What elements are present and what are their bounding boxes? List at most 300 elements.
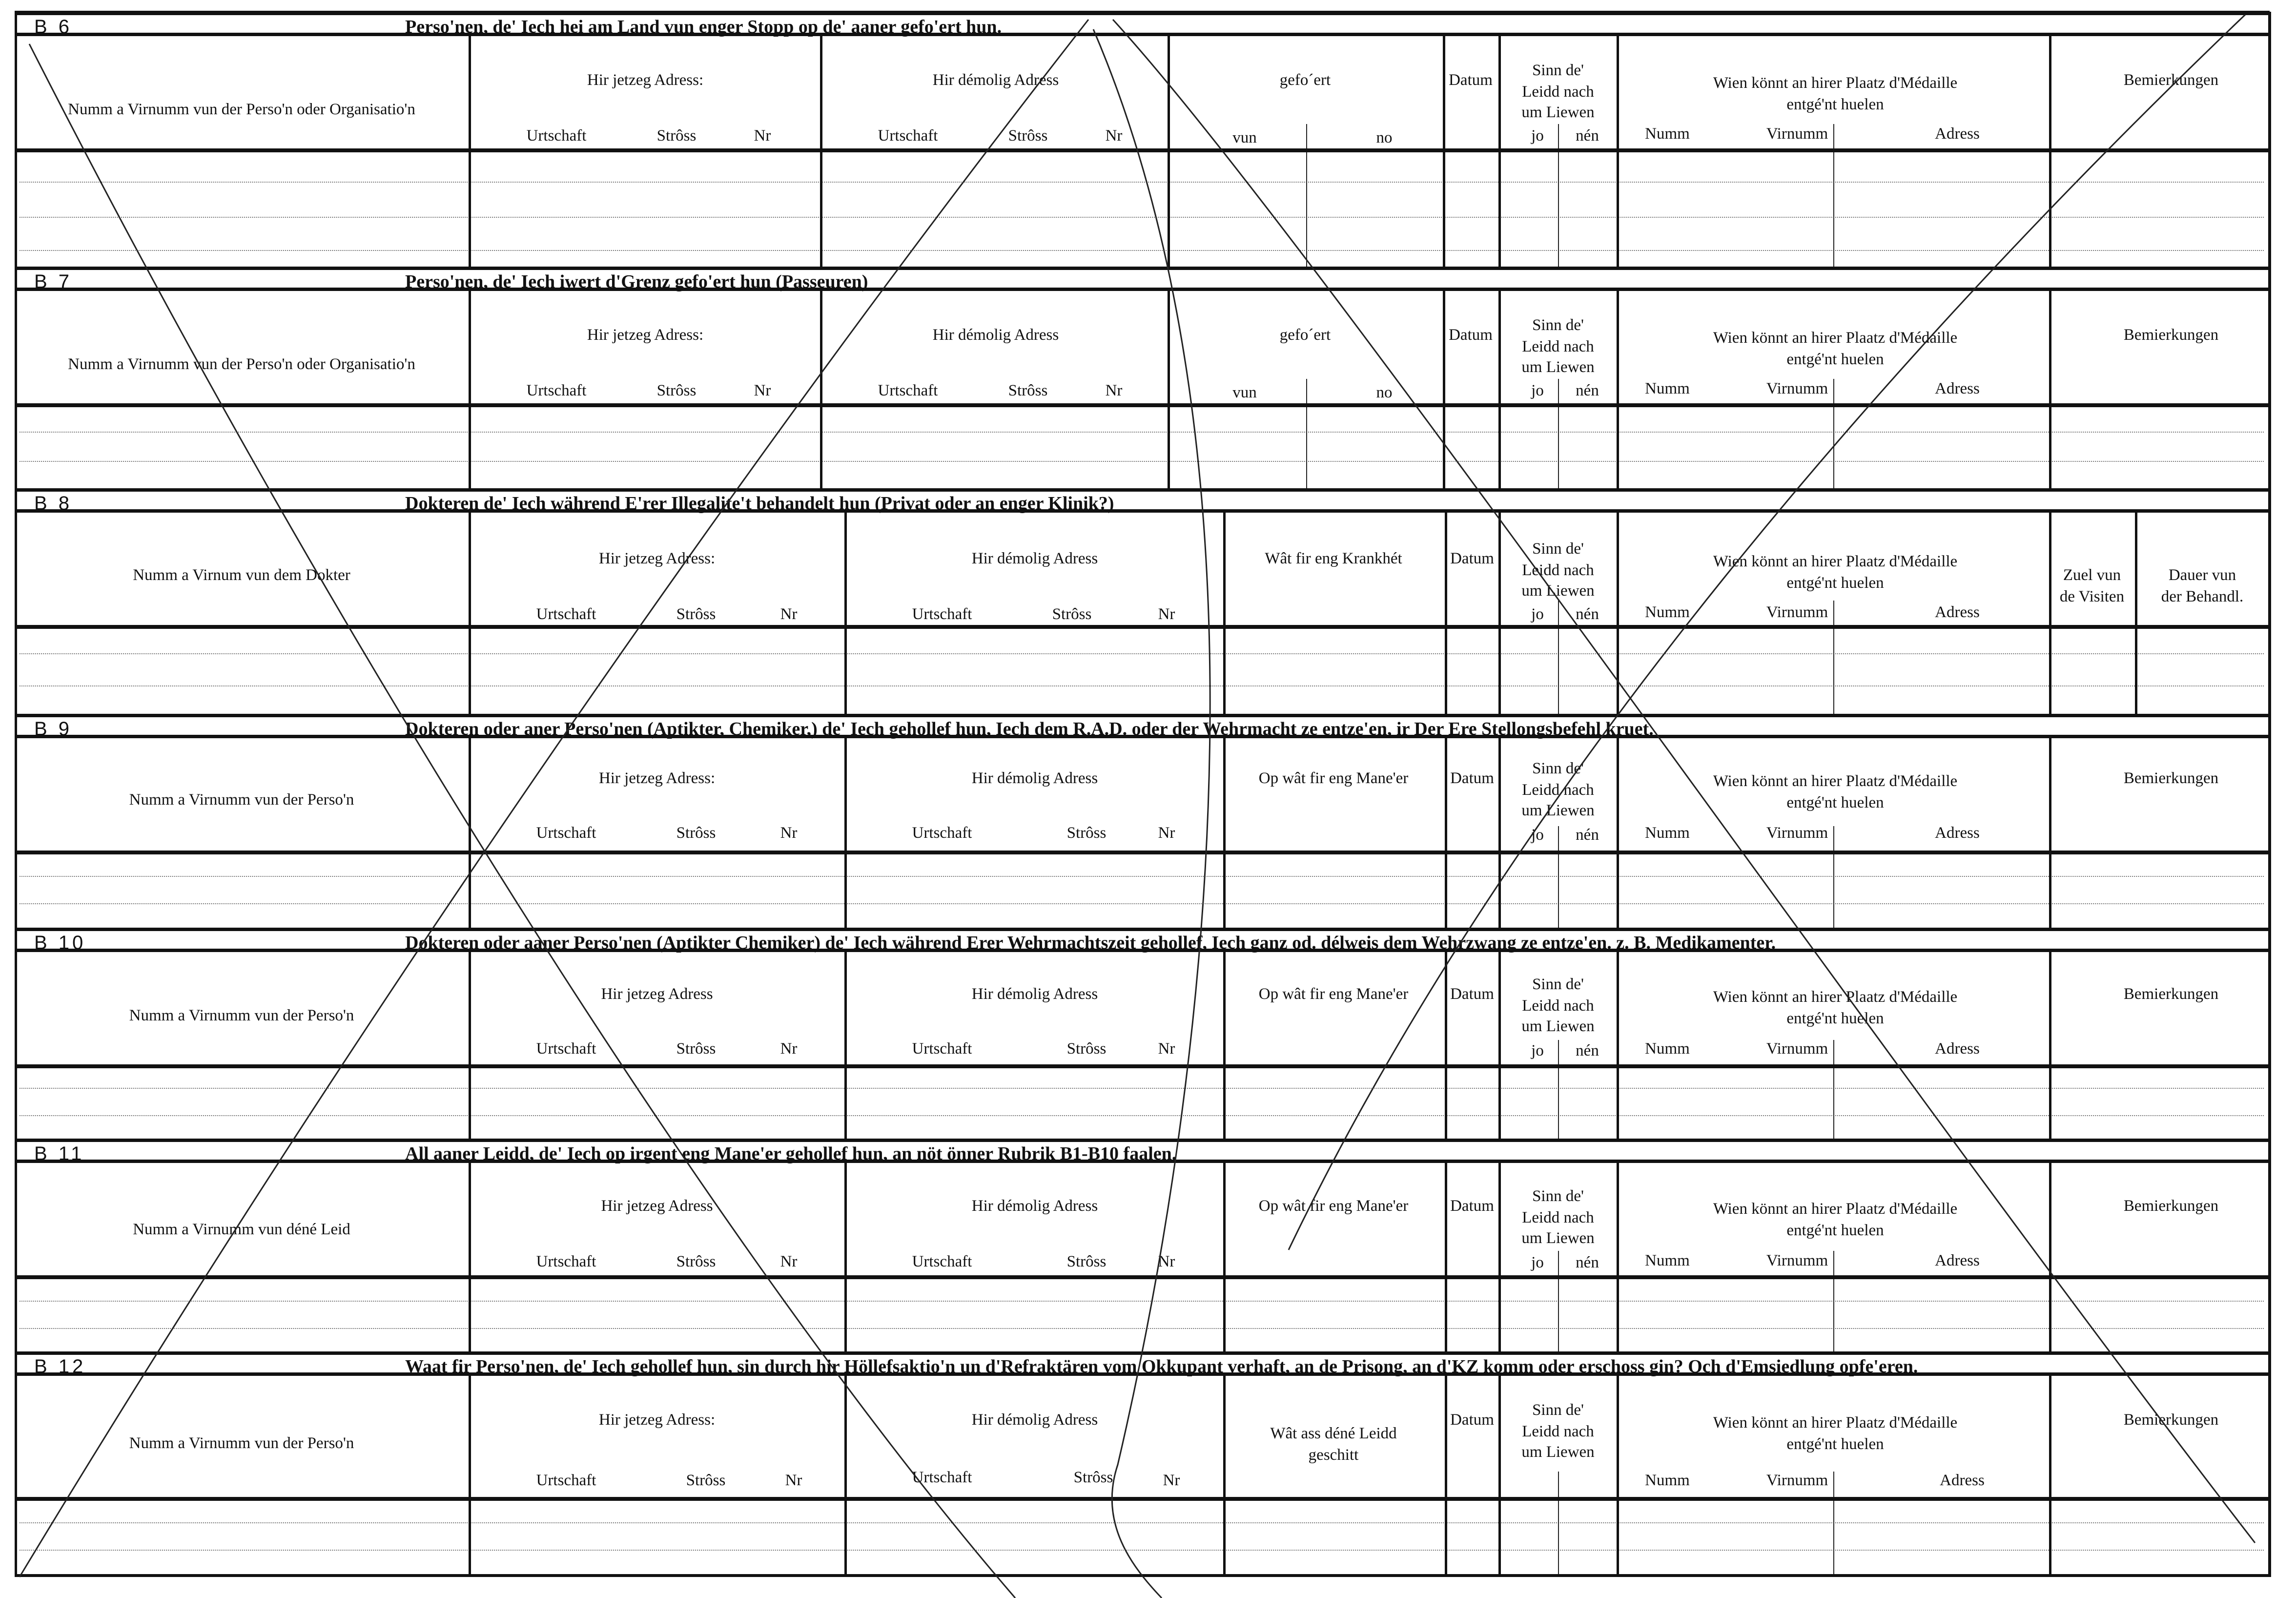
number-label: Nr <box>780 605 798 623</box>
current-address-label: Hir jetzeg Adress <box>601 1197 713 1215</box>
happened-label-line1: Wât ass déné Leidd <box>1270 1425 1397 1442</box>
locality-label: Urtschaft <box>526 127 587 145</box>
column-divider <box>1558 1251 1559 1275</box>
sinn-label-line3: um Liewen <box>1521 1017 1595 1035</box>
column-divider <box>1445 1279 1447 1351</box>
remarks-label: Bemierkungen <box>2123 1411 2219 1429</box>
section-b6 <box>15 12 2269 267</box>
address-label: Adress <box>1935 1252 1980 1269</box>
section-code: B 6 <box>34 16 73 38</box>
column-divider <box>1558 379 1559 403</box>
no-label: nén <box>1576 382 1599 399</box>
column-divider <box>1833 1501 1834 1574</box>
column-divider <box>2049 952 2051 1064</box>
former-address-label: Hir démolig Adress <box>971 769 1098 787</box>
dotted-writing-line <box>20 1328 2264 1329</box>
current-address-label: Hir jetzeg Adress <box>601 985 713 1003</box>
entry-row[interactable] <box>15 1279 2269 1351</box>
column-divider <box>469 629 471 714</box>
name-column-label: Numm a Virnumm vun der Perso'n <box>129 791 354 809</box>
column-divider <box>1223 1163 1226 1275</box>
column-header-row <box>15 738 2269 854</box>
column-divider <box>1445 513 1447 625</box>
column-divider <box>1833 601 1834 625</box>
medal-label-line2: entgé'nt huelen <box>1786 96 1884 113</box>
number-label: Nr <box>754 382 771 399</box>
column-divider <box>1445 952 1447 1064</box>
column-divider <box>1498 952 1501 1064</box>
manner-label: Op wât fir eng Mane'er <box>1258 985 1409 1003</box>
dotted-writing-line <box>20 685 2264 686</box>
column-divider <box>469 1501 471 1574</box>
medal-label-line1: Wien könnt an hirer Plaatz d'Médaille <box>1713 988 1958 1006</box>
date-label: Datum <box>1450 550 1494 567</box>
sinn-label-line1: Sinn de' <box>1532 316 1584 334</box>
column-divider <box>1558 854 1559 928</box>
column-divider <box>1833 854 1834 928</box>
former-address-label: Hir démolig Adress <box>971 985 1098 1003</box>
sinn-label-line1: Sinn de' <box>1532 1187 1584 1205</box>
column-divider <box>1223 1279 1226 1351</box>
column-divider <box>1617 36 1619 148</box>
sinn-label-line2: Leidd nach <box>1522 1209 1594 1226</box>
name-column-label: Numm a Virnum vun dem Dokter <box>133 566 350 584</box>
column-divider <box>1443 407 1445 488</box>
medal-label-line2: entgé'nt huelen <box>1786 794 1884 811</box>
firstname-label: Virnumm <box>1766 603 1828 621</box>
column-divider <box>1223 513 1226 625</box>
entry-row[interactable] <box>15 407 2269 488</box>
to-label: no <box>1376 129 1393 146</box>
dotted-writing-line <box>20 1115 2264 1116</box>
column-divider <box>844 629 847 714</box>
column-divider <box>469 513 471 625</box>
no-label: nén <box>1576 826 1599 844</box>
current-address-label: Hir jetzeg Adress: <box>598 769 716 787</box>
sinn-label-line2: Leidd nach <box>1522 997 1594 1015</box>
yes-label: jo <box>1531 1042 1544 1059</box>
column-divider <box>1223 629 1226 714</box>
column-divider <box>2135 513 2137 625</box>
column-divider <box>1558 1501 1559 1574</box>
locality-label: Urtschaft <box>526 382 587 399</box>
name-column-label: Numm a Virnumm vun déné Leid <box>133 1221 350 1238</box>
street-label: Strôss <box>676 1253 716 1270</box>
number-label: Nr <box>1158 1253 1175 1270</box>
former-address-label: Hir démolig Adress <box>932 326 1059 344</box>
column-divider <box>1558 1068 1559 1139</box>
date-label: Datum <box>1449 326 1493 344</box>
column-divider <box>1558 601 1559 625</box>
section-header <box>15 714 2269 738</box>
current-address-label: Hir jetzeg Adress: <box>587 71 704 89</box>
section-b10 <box>15 928 2269 1139</box>
column-divider <box>1617 513 1619 625</box>
surname-label: Numm <box>1645 380 1690 397</box>
dotted-writing-line <box>20 653 2264 654</box>
former-address-label: Hir démolig Adress <box>971 1197 1098 1215</box>
locality-label: Urtschaft <box>878 127 938 145</box>
sinn-label-line2: Leidd nach <box>1522 561 1594 579</box>
column-divider <box>1617 1163 1619 1275</box>
column-divider <box>844 1279 847 1351</box>
sinn-label-line2: Leidd nach <box>1522 781 1594 799</box>
column-divider <box>2135 629 2137 714</box>
section-header <box>15 267 2269 291</box>
date-label: Datum <box>1450 1411 1494 1429</box>
column-divider <box>469 738 471 851</box>
column-divider <box>1168 291 1170 403</box>
yes-label: jo <box>1531 605 1544 623</box>
from-label: vun <box>1232 384 1257 401</box>
column-header-row <box>15 952 2269 1068</box>
column-divider <box>2049 1376 2051 1497</box>
column-divider <box>820 152 822 267</box>
former-address-label: Hir démolig Adress <box>971 1411 1098 1429</box>
address-label: Adress <box>1935 603 1980 621</box>
medal-label-line1: Wien könnt an hirer Plaatz d'Médaille <box>1713 329 1958 347</box>
locality-label: Urtschaft <box>912 824 972 842</box>
column-divider <box>469 36 471 148</box>
column-divider <box>1833 379 1834 403</box>
column-divider <box>1168 152 1170 267</box>
yes-label: jo <box>1531 382 1544 399</box>
locality-label: Urtschaft <box>536 1040 596 1058</box>
name-column-label: Numm a Virnumm vun der Perso'n <box>129 1007 354 1024</box>
column-divider <box>820 407 822 488</box>
entry-row[interactable] <box>15 152 2269 267</box>
date-label: Datum <box>1450 985 1494 1003</box>
column-divider <box>1833 1068 1834 1139</box>
current-address-label: Hir jetzeg Adress: <box>587 326 704 344</box>
column-divider <box>2049 1501 2051 1574</box>
number-label: Nr <box>780 1253 798 1270</box>
number-label: Nr <box>780 824 798 842</box>
sinn-label-line1: Sinn de' <box>1532 540 1584 558</box>
column-divider <box>2049 1163 2051 1275</box>
treatment-label-line1: Dauer vun <box>2168 566 2236 584</box>
column-divider <box>1558 826 1559 851</box>
column-divider <box>1445 1501 1447 1574</box>
sinn-label-line3: um Liewen <box>1521 802 1595 819</box>
section-code: B 9 <box>34 718 73 740</box>
column-divider <box>1617 1376 1619 1497</box>
column-divider <box>1833 152 1834 267</box>
street-label: Strôss <box>676 1040 716 1058</box>
sinn-label-line1: Sinn de' <box>1532 975 1584 993</box>
street-label: Strôss <box>686 1472 726 1489</box>
column-divider <box>844 1501 847 1574</box>
column-divider <box>1168 36 1170 148</box>
column-header-row <box>15 1376 2269 1501</box>
surname-label: Numm <box>1645 824 1690 842</box>
firstname-label: Virnumm <box>1766 1040 1828 1058</box>
number-label: Nr <box>754 127 771 145</box>
illness-label: Wât fir eng Krankhét <box>1265 550 1402 567</box>
locality-label: Urtschaft <box>536 605 596 623</box>
section-title: Perso'nen, de' Iech hei am Land vun enger Stopp op de' aaner gefo'ert hun. <box>405 17 1002 37</box>
street-label: Strôss <box>656 127 697 145</box>
column-divider <box>1498 152 1501 267</box>
column-divider <box>2049 152 2051 267</box>
section-title: Dokteren de' Iech während E'rer Illegalite't behandelt hun (Privat oder an enger Klinik?) <box>405 493 1114 514</box>
address-label: Adress <box>1935 1040 1980 1058</box>
column-divider <box>1833 407 1834 488</box>
number-label: Nr <box>1158 605 1175 623</box>
column-divider <box>2049 1279 2051 1351</box>
locality-label: Urtschaft <box>912 1469 972 1486</box>
street-label: Strôss <box>1052 605 1092 623</box>
yes-label: jo <box>1531 127 1544 145</box>
column-divider <box>1498 1068 1501 1139</box>
column-divider <box>1833 1472 1834 1497</box>
number-label: Nr <box>1158 1040 1175 1058</box>
column-divider <box>1617 1501 1619 1574</box>
column-divider <box>1498 407 1501 488</box>
led-label: gefo´ert <box>1279 326 1331 344</box>
column-divider <box>1445 1068 1447 1139</box>
column-divider <box>1445 1163 1447 1275</box>
column-divider <box>1445 738 1447 851</box>
surname-label: Numm <box>1645 1040 1690 1058</box>
section-code: B 8 <box>34 493 73 514</box>
column-divider <box>1306 124 1307 148</box>
firstname-label: Virnumm <box>1766 1472 1828 1489</box>
sinn-label-line1: Sinn de' <box>1532 1401 1584 1419</box>
medal-label-line1: Wien könnt an hirer Plaatz d'Médaille <box>1713 1200 1958 1218</box>
column-divider <box>1498 854 1501 928</box>
former-address-label: Hir démolig Adress <box>932 71 1059 89</box>
former-address-label: Hir démolig Adress <box>971 550 1098 567</box>
column-divider <box>1445 854 1447 928</box>
section-code: B 7 <box>34 271 73 292</box>
dotted-writing-line <box>20 1301 2264 1302</box>
no-label: nén <box>1576 1254 1599 1271</box>
current-address-label: Hir jetzeg Adress: <box>598 550 716 567</box>
remarks-label: Bemierkungen <box>2123 769 2219 787</box>
section-code: B 12 <box>34 1356 86 1377</box>
column-divider <box>1498 629 1501 714</box>
street-label: Strôss <box>1073 1469 1113 1486</box>
column-divider <box>1833 124 1834 148</box>
column-divider <box>1498 1376 1501 1497</box>
locality-label: Urtschaft <box>912 605 972 623</box>
column-divider <box>2049 1068 2051 1139</box>
column-divider <box>469 1376 471 1497</box>
column-divider <box>1558 629 1559 714</box>
column-divider <box>1833 1279 1834 1351</box>
dotted-writing-line <box>20 1522 2264 1523</box>
column-divider <box>1223 1376 1226 1497</box>
column-divider <box>1223 854 1226 928</box>
column-divider <box>2049 36 2051 148</box>
dotted-writing-line <box>20 182 2264 183</box>
dotted-writing-line <box>20 217 2264 218</box>
column-divider <box>469 952 471 1064</box>
column-divider <box>1306 379 1307 403</box>
number-label: Nr <box>1158 824 1175 842</box>
dotted-writing-line <box>20 461 2264 462</box>
date-label: Datum <box>1450 769 1494 787</box>
column-divider <box>1498 291 1501 403</box>
remarks-label: Bemierkungen <box>2123 71 2219 89</box>
section-code: B 11 <box>34 1143 85 1164</box>
sinn-label-line3: um Liewen <box>1521 358 1595 376</box>
locality-label: Urtschaft <box>912 1040 972 1058</box>
remarks-label: Bemierkungen <box>2123 1197 2219 1215</box>
section-title: Dokteren oder aaner Perso'nen (Aptikter Chemiker) de' Iech während Erer Wehrmachtszeit gehollef, Iech ganz od. délweis dem Wehrzwang ze entze'en. z. B. Medikamenter. <box>405 933 1776 953</box>
sinn-label-line1: Sinn de' <box>1532 760 1584 777</box>
column-divider <box>1558 1472 1559 1497</box>
column-divider <box>1833 826 1834 851</box>
column-divider <box>844 854 847 928</box>
column-divider <box>1833 1040 1834 1064</box>
no-label: nén <box>1576 1042 1599 1059</box>
section-header <box>15 928 2269 952</box>
section-b11 <box>15 1139 2269 1351</box>
column-divider <box>1558 1040 1559 1064</box>
column-header-row <box>15 1163 2269 1279</box>
column-header-row <box>15 513 2269 629</box>
column-divider <box>2049 738 2051 851</box>
column-divider <box>844 1068 847 1139</box>
entry-row[interactable] <box>15 854 2269 928</box>
firstname-label: Virnumm <box>1766 380 1828 397</box>
entry-row[interactable] <box>15 1501 2269 1574</box>
column-divider <box>1223 952 1226 1064</box>
street-label: Strôss <box>1066 1040 1107 1058</box>
street-label: Strôss <box>676 605 716 623</box>
number-label: Nr <box>1105 127 1123 145</box>
medal-label-line2: entgé'nt huelen <box>1786 1010 1884 1027</box>
medal-label-line1: Wien könnt an hirer Plaatz d'Médaille <box>1713 1414 1958 1432</box>
column-header-row <box>15 291 2269 407</box>
column-divider <box>1617 1279 1619 1351</box>
medal-label-line2: entgé'nt huelen <box>1786 1435 1884 1453</box>
entry-row[interactable] <box>15 1068 2269 1139</box>
to-label: no <box>1376 384 1393 401</box>
locality-label: Urtschaft <box>536 824 596 842</box>
column-divider <box>2049 629 2051 714</box>
column-divider <box>1558 152 1559 267</box>
sinn-label-line1: Sinn de' <box>1532 62 1584 79</box>
dotted-writing-line <box>20 1088 2264 1089</box>
firstname-label: Virnumm <box>1766 824 1828 842</box>
column-divider <box>1617 629 1619 714</box>
column-divider <box>844 952 847 1064</box>
column-divider <box>844 1376 847 1497</box>
column-divider <box>844 738 847 851</box>
name-column-label: Numm a Virnumm vun der Perso'n oder Organisatio'n <box>68 355 415 373</box>
medal-label-line2: entgé'nt huelen <box>1786 574 1884 592</box>
section-header <box>15 488 2269 513</box>
treatment-label-line2: der Behandl. <box>2161 588 2244 605</box>
column-divider <box>1498 1279 1501 1351</box>
number-label: Nr <box>1163 1472 1180 1489</box>
name-column-label: Numm a Virnumm vun der Perso'n <box>129 1434 354 1452</box>
section-header <box>15 12 2269 36</box>
column-divider <box>1617 291 1619 403</box>
number-label: Nr <box>785 1472 802 1489</box>
column-divider <box>469 291 471 403</box>
no-label: nén <box>1576 127 1599 145</box>
column-divider <box>1833 629 1834 714</box>
section-header <box>15 1139 2269 1163</box>
column-header-row <box>15 36 2269 152</box>
dotted-writing-line <box>20 903 2264 904</box>
column-divider <box>820 36 822 148</box>
sinn-label-line3: um Liewen <box>1521 104 1595 121</box>
section-title: Waat fir Perso'nen, de' Iech gehollef hun, sin durch hir Höllefsaktio'n un d'Refraktären vom Okkupant verhaft, an de Prisong, an d'KZ komm oder erschoss gin? Och d'Emsiedlung opfe'eren. <box>405 1356 1918 1377</box>
yes-label: jo <box>1531 826 1544 844</box>
column-divider <box>1558 407 1559 488</box>
sinn-label-line3: um Liewen <box>1521 1443 1595 1461</box>
column-divider <box>1558 124 1559 148</box>
column-divider <box>469 1068 471 1139</box>
column-divider <box>1617 152 1619 267</box>
street-label: Strôss <box>656 382 697 399</box>
remarks-label: Bemierkungen <box>2123 326 2219 344</box>
column-divider <box>1168 407 1170 488</box>
street-label: Strôss <box>1008 382 1048 399</box>
section-title: Perso'nen, de' Iech iwert d'Grenz gefo'ert hun (Passeuren) <box>405 271 868 292</box>
firstname-label: Virnumm <box>1766 125 1828 143</box>
dotted-writing-line <box>20 250 2264 251</box>
medal-label-line2: entgé'nt huelen <box>1786 1222 1884 1239</box>
column-divider <box>1306 152 1307 267</box>
column-divider <box>1223 738 1226 851</box>
column-divider <box>1443 152 1445 267</box>
section-code: B 10 <box>34 932 86 954</box>
locality-label: Urtschaft <box>536 1472 596 1489</box>
column-divider <box>1443 291 1445 403</box>
number-label: Nr <box>780 1040 798 1058</box>
current-address-label: Hir jetzeg Adress: <box>598 1411 716 1429</box>
column-divider <box>1445 1376 1447 1497</box>
remarks-label: Bemierkungen <box>2123 985 2219 1003</box>
entry-row[interactable] <box>15 629 2269 714</box>
sinn-label-line2: Leidd nach <box>1522 1423 1594 1440</box>
locality-label: Urtschaft <box>878 382 938 399</box>
address-label: Adress <box>1940 1472 1985 1489</box>
surname-label: Numm <box>1645 603 1690 621</box>
sinn-label-line2: Leidd nach <box>1522 83 1594 101</box>
surname-label: Numm <box>1645 1472 1690 1489</box>
section-b12 <box>15 1351 2269 1574</box>
column-divider <box>820 291 822 403</box>
surname-label: Numm <box>1645 1252 1690 1269</box>
street-label: Strôss <box>676 824 716 842</box>
column-divider <box>1558 1279 1559 1351</box>
column-divider <box>1223 1068 1226 1139</box>
sinn-label-line2: Leidd nach <box>1522 338 1594 355</box>
manner-label: Op wât fir eng Mane'er <box>1258 769 1409 787</box>
dotted-writing-line <box>20 1550 2264 1551</box>
column-divider <box>1223 1501 1226 1574</box>
section-b9 <box>15 714 2269 928</box>
medal-label-line1: Wien könnt an hirer Plaatz d'Médaille <box>1713 772 1958 790</box>
column-divider <box>469 407 471 488</box>
address-label: Adress <box>1935 125 1980 143</box>
street-label: Strôss <box>1066 1253 1107 1270</box>
column-divider <box>1833 1251 1834 1275</box>
yes-label: jo <box>1531 1254 1544 1271</box>
column-divider <box>1617 738 1619 851</box>
firstname-label: Virnumm <box>1766 1252 1828 1269</box>
column-divider <box>469 1163 471 1275</box>
address-label: Adress <box>1935 824 1980 842</box>
column-divider <box>2049 407 2051 488</box>
